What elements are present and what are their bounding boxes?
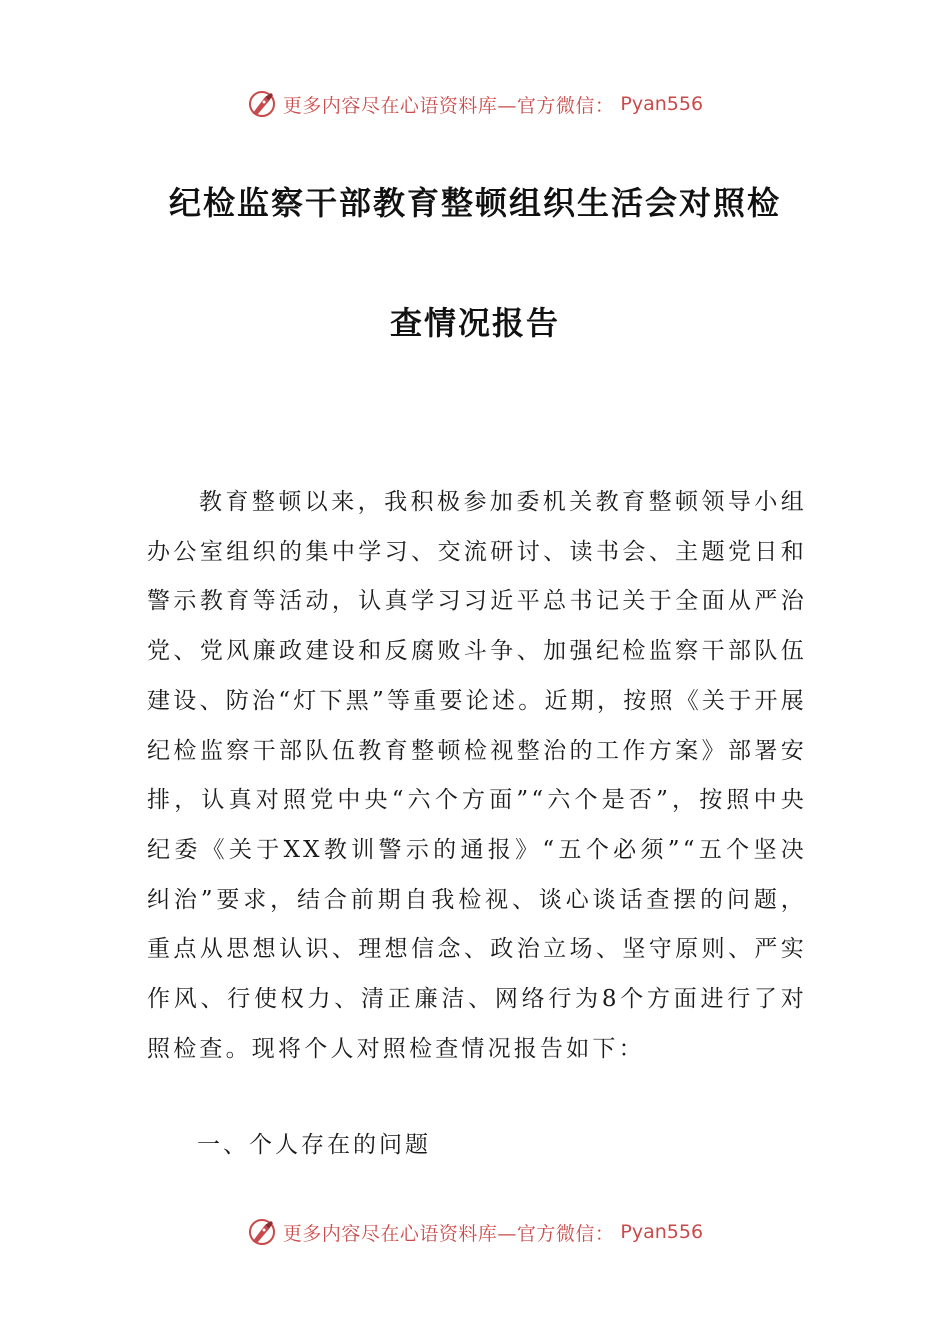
document-title-line-2: 查情况报告 [389,304,560,342]
section-heading-1: 一、个人存在的问题 [197,1132,431,1158]
document-title-line-1: 纪检监察干部教育整顿组织生活会对照检 [168,184,781,222]
header-watermark [0,84,950,124]
watermark-wechat-id: Pyan556 [620,93,704,115]
watermark-wechat-id: Pyan556 [620,1221,704,1243]
watermark-text: 更多内容尽在心语资料库—官方微信： [282,94,615,117]
watermark-text: 更多内容尽在心语资料库—官方微信： [282,1222,615,1245]
footer-watermark [0,1212,950,1252]
pen-nib-logo-icon [247,89,277,119]
intro-paragraph: 教育整顿以来，我积极参加委机关教育整顿领导小组办公室组织的集中学习、交流研讨、读书会、主题党日和警示教育等活动，认真学习习近平总书记关于全面从严治党、党风廉政建设和反腐败斗争、加强纪检监察干部队伍建设、防治“灯下黑”等重要论述。近期，按照《关于开展纪检监察干部队伍教育整顿检视整治的工作方案》部署安排，认真对照党中央“六个方面”“六个是否”，按照中央纪委《关于XX教训警示的通报》“五个必须”“五个坚决纠治”要求，结合前期自我检视、谈心谈话查摆的问题，重点从思想认识、理想信念、政治立场、坚守原则、严实作风、行使权力、清正廉洁、网络行为8个方面进行了对照检查。现将个人对照检查情况报告如下： [147,489,807,1062]
pen-nib-logo-icon [247,1217,277,1247]
